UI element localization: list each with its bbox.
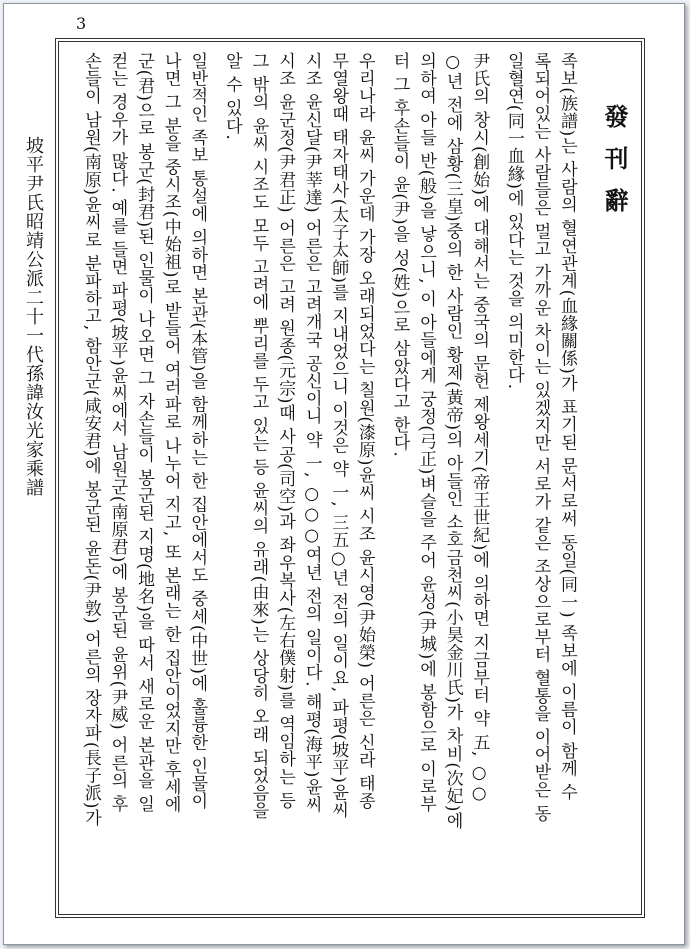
text-column-6: 의하여 아들 반(般)을 낳으니, 이 아들에게 궁정(弓正)벼슬을 주어 윤성(尹城)에 봉함으로 이로부 xyxy=(416,52,437,813)
text-column-14: 일반적인 족보 통설에 의하면 본관(本管)을 함께하는 한 집안에서도 중세(中世)에 훌륭한 인물이 xyxy=(187,52,208,810)
text-column-16: 군(君)으로 봉군(封君)된 인물이 나오면 그 자손들이 봉군된 지명(地名)을 따서 새로운 본관을 일 xyxy=(134,52,155,813)
text-column-18: 손들이 남원(南原)윤씨로 분파하고, 함안군(咸安君)에 봉군된 윤돈(尹敦) 어른의 장자파(長子派)가 xyxy=(80,52,101,827)
text-column-10: 시조 윤신달(尹莘達) 어른은 고려개국 공신이니 약 一, ○○○여년 전의 일이다. 해평(海平)윤씨 xyxy=(301,52,322,814)
text-column-11: 시조 윤군정(尹君正) 어른은 고려 원종(元宗)때 사공(司空)과 좌우복사(左右僕射)를 역임하는 등 xyxy=(275,52,296,810)
text-column-2: 록되어있는 사람들은 멀고 가까운 차이는 있겠지만 서로가 같은 조상으로부터 혈통을 이어받은 동 xyxy=(530,52,551,823)
preface-heading: 發刊辭 xyxy=(600,104,629,230)
genealogy-book-title: 坡平尹氏昭靖公派二十一代孫諱汝光家乘譜 xyxy=(23,136,44,497)
vertical-text-body xyxy=(66,52,632,904)
text-column-5: ○년 전에 삼황(三皇)중의 한 사람인 황제(黃帝)의 아들인 소호금천씨(小昊金川氏)가 차비(次妃)에 xyxy=(442,52,463,830)
text-column-1: 족보(族譜)는 사람의 혈연관계(血緣關係)가 표기된 문서로써 동일(同一) 족보에 이름이 함께 수 xyxy=(557,52,577,801)
text-column-4: 尹氏의 창시(創始)에 대해서는 중국의 문헌 제왕세기(帝王世紀)에 의하면 지금부터 약 五, ○○ xyxy=(469,52,490,805)
text-column-8: 우리나라 윤씨 가운데 가장 오래되었다는 칠원(漆原)윤씨 시조 윤시영(尹始榮) 어른은 신라 태종 xyxy=(354,52,375,810)
text-column-9: 무열왕때 태자태사(太子太師)를 지내었으니 이것은 약 一, 三五○년 전의 일이요, 파평(坡平)윤씨 xyxy=(328,52,349,819)
text-column-15: 나면 그 분을 중시조(中始祖)로 받들어 여러파로 나누어 지고, 또 본래는 한 집안이었지만 후세에 xyxy=(160,52,181,814)
text-column-3: 일혈연(同一血緣)에 있다는 것을 의미한다. xyxy=(503,52,524,390)
text-column-12: 그 밖의 윤씨 시조도 모두 고려에 뿌리를 두고 있는 등 윤씨의 유래(由來)는 상당히 오래 되었음을 xyxy=(248,52,269,820)
text-column-7: 터 그 후손들이 윤(尹)을 성(姓)으로 삼았다고 한다. xyxy=(389,52,410,458)
document-page xyxy=(3,3,685,945)
page-number: 3 xyxy=(76,14,87,33)
text-column-17: 컫는 경우가 많다. 예를 들면 파평(坡平)윤씨에서 남원군(南原君)에 봉군된 윤위(尹威) 어른의 후 xyxy=(107,52,128,813)
text-column-13: 알 수 있다. xyxy=(221,52,242,141)
